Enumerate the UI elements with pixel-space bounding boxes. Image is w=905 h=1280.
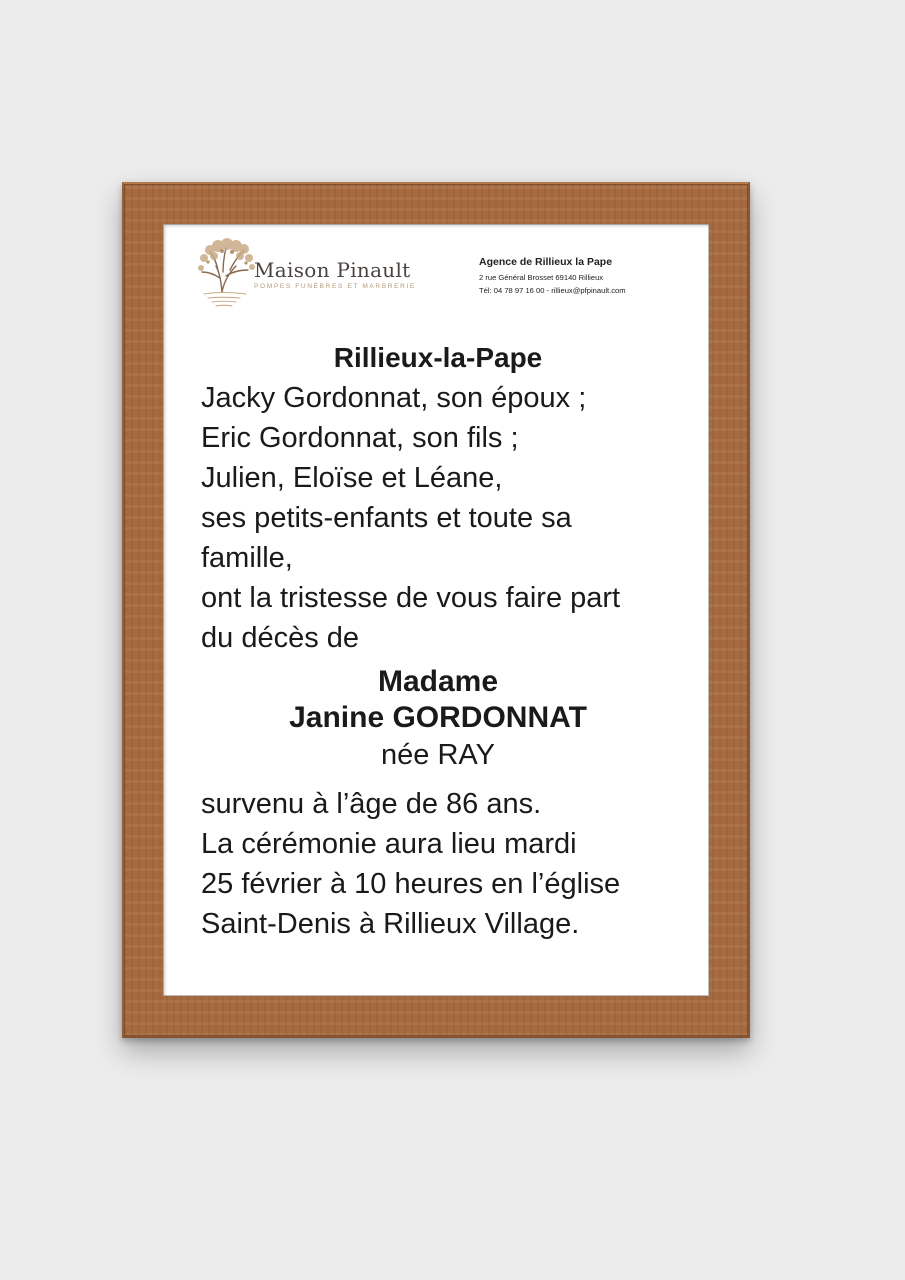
logo-tagline: POMPES FUNÈBRES ET MARBRERIE [254, 283, 416, 290]
family-line: ont la tristesse de vous faire part [201, 582, 621, 614]
agency-name: Agence de Rillieux la Pape [479, 256, 613, 268]
closing-line: La cérémonie aura lieu mardi [201, 828, 577, 860]
family-line: Julien, Eloïse et Léane, [201, 462, 503, 494]
agency-address: 2 rue Général Brosset 69140 Rillieux [479, 273, 604, 282]
notice-text [201, 338, 681, 944]
closing-line: Saint-Denis à Rillieux Village. [201, 908, 580, 940]
maison-pinault-logo [196, 236, 446, 312]
agency-info [479, 256, 699, 297]
family-line: Jacky Gordonnat, son époux ; [201, 382, 587, 414]
agency-contact: Tél: 04 78 97 16 00 - rillieux@pfpinault.com [479, 286, 626, 295]
logo-name: Maison Pinault [254, 258, 411, 282]
family-line: famille, [201, 542, 293, 574]
maiden-name: née RAY [381, 739, 495, 771]
closing-line: 25 février à 10 heures en l’église [201, 868, 621, 900]
notice-city: Rillieux-la-Pape [333, 342, 543, 373]
closing-line: survenu à l’âge de 86 ans. [201, 788, 542, 820]
tree-logo-icon [196, 236, 256, 312]
deceased-name: Janine GORDONNAT [289, 701, 587, 734]
family-line: ses petits-enfants et toute sa [201, 502, 572, 534]
family-line: du décès de [201, 622, 360, 654]
family-line: Eric Gordonnat, son fils ; [201, 422, 519, 454]
deceased-title: Madame [377, 665, 499, 698]
